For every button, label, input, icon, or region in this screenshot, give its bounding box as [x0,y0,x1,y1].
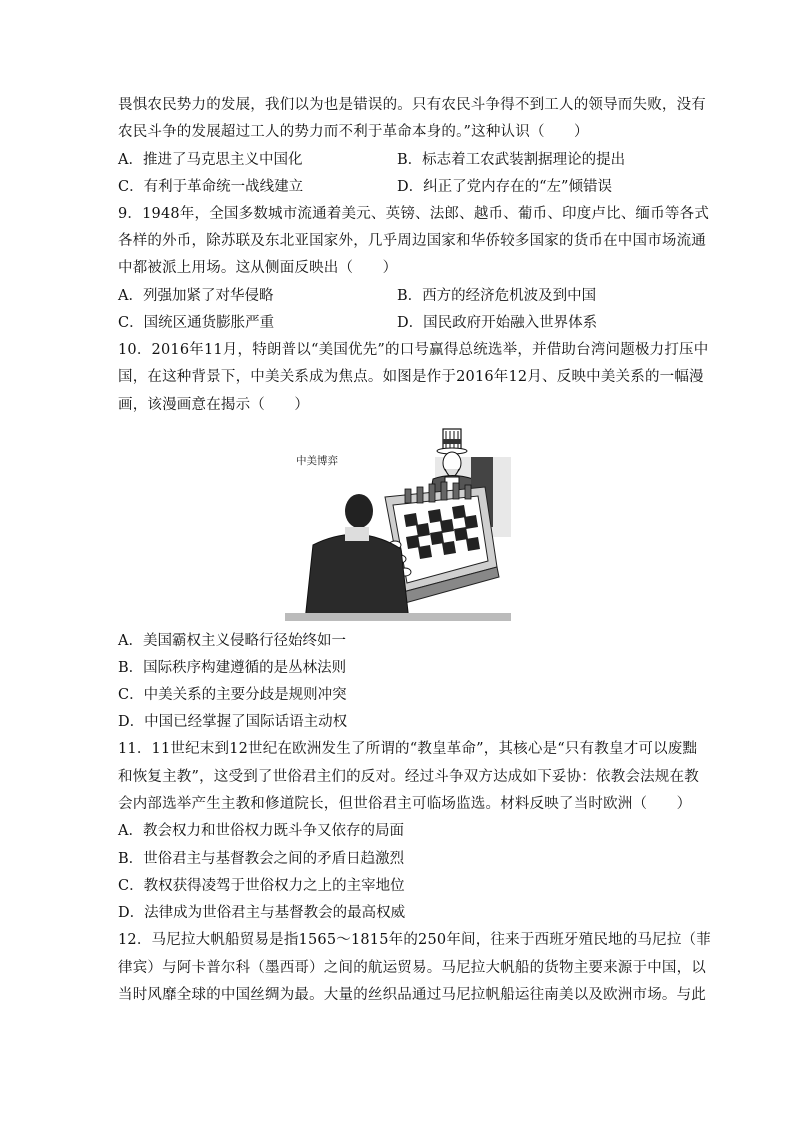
q8-option-a: A．推进了马克思主义中国化 [118,152,303,168]
q11-option-c: C．教权获得凌驾于世俗权力之上的主宰地位 [118,878,405,894]
figure-caption: 中美博弈 [296,455,338,467]
q9-stem-line-3: 中都被派上用场。这从侧面反映出（ ） [118,260,398,276]
q9-option-a: A．列强加紧了对华侵略 [118,288,274,304]
q11-option-b: B．世俗君主与基督教会之间的矛盾日趋激烈 [118,851,405,867]
player-body [305,534,409,621]
q11-stem-line-1: 11．11世纪末到12世纪在欧洲发生了所谓的“教皇革命”，其核心是“只有教皇才可以废黜 [118,741,698,757]
q9-stem-line-2: 各样的外币，除苏联及东北亚国家外，几乎周边国家和华侨较多国家的货币在中国市场流通 [118,233,706,249]
player-head [345,494,373,528]
q9-stem-line-1: 9．1948年，全国多数城市流通着美元、英镑、法郎、越币、葡币、印度卢比、缅币等各式 [118,206,710,222]
q8-stem-line-1: 畏惧农民势力的发展，我们以为也是错误的。只有农民斗争得不到工人的领导而失败，没有 [118,97,706,113]
q8-option-c: C．有利于革命统一战线建立 [118,179,304,195]
q10-option-d: D．中国已经掌握了国际话语主动权 [118,714,348,730]
q11-stem-line-3: 会内部选举产生主教和修道院长，但世俗君主可临场监选。材料反映了当时欧洲（ ） [118,796,692,812]
q11-stem-line-2: 和恢复主教”，这受到了世俗君主们的反对。经过斗争双方达成如下妥协：依教会法规在教 [118,769,699,785]
q10-option-a: A．美国霸权主义侵略行径始终如一 [118,633,346,649]
q9-option-d: D．国民政府开始融入世界体系 [397,315,598,331]
q9-option-c: C．国统区通货膨胀严重 [118,315,275,331]
q10-option-c: C．中美关系的主要分歧是规则冲突 [118,687,347,703]
q8-option-b: B．标志着工农武装割据理论的提出 [397,152,626,168]
q11-option-a: A．教会权力和世俗权力既斗争又依存的局面 [118,823,404,839]
q12-stem-line-3: 当时风靡全球的中国丝绸为最。大量的丝织品通过马尼拉帆船运往南美以及欧洲市场。与此 [118,987,706,1003]
q8-option-d: D．纠正了党内存在的“左”倾错误 [397,179,612,195]
q8-stem-line-2: 农民斗争的发展超过工人的势力而不利于革命本身的。”这种认识（ ） [118,124,589,140]
q10-stem-line-1: 10．2016年11月，特朗普以“美国优先”的口号赢得总统选举，并借助台湾问题极力打压中 [118,342,709,358]
q10-option-b: B．国际秩序构建遵循的是丛林法则 [118,660,347,676]
q12-stem-line-2: 律宾）与阿卡普尔科（墨西哥）之间的航运贸易。马尼拉大帆船的货物主要来源于中国，以 [118,960,706,976]
q10-stem-line-2: 国，在这种背景下，中美关系成为焦点。如图是作于2016年12月、反映中美关系的一幅漫 [118,369,704,385]
q11-option-d: D．法律成为世俗君主与基督教会的最高权威 [118,905,406,921]
q12-stem-line-1: 12．马尼拉大帆船贸易是指1565～1815年的250年间，往来于西班牙殖民地的马尼拉（菲 [118,932,711,948]
q10-stem-line-3: 画，该漫画意在揭示（ ） [118,397,310,413]
q9-option-b: B．西方的经济危机波及到中国 [397,288,597,304]
